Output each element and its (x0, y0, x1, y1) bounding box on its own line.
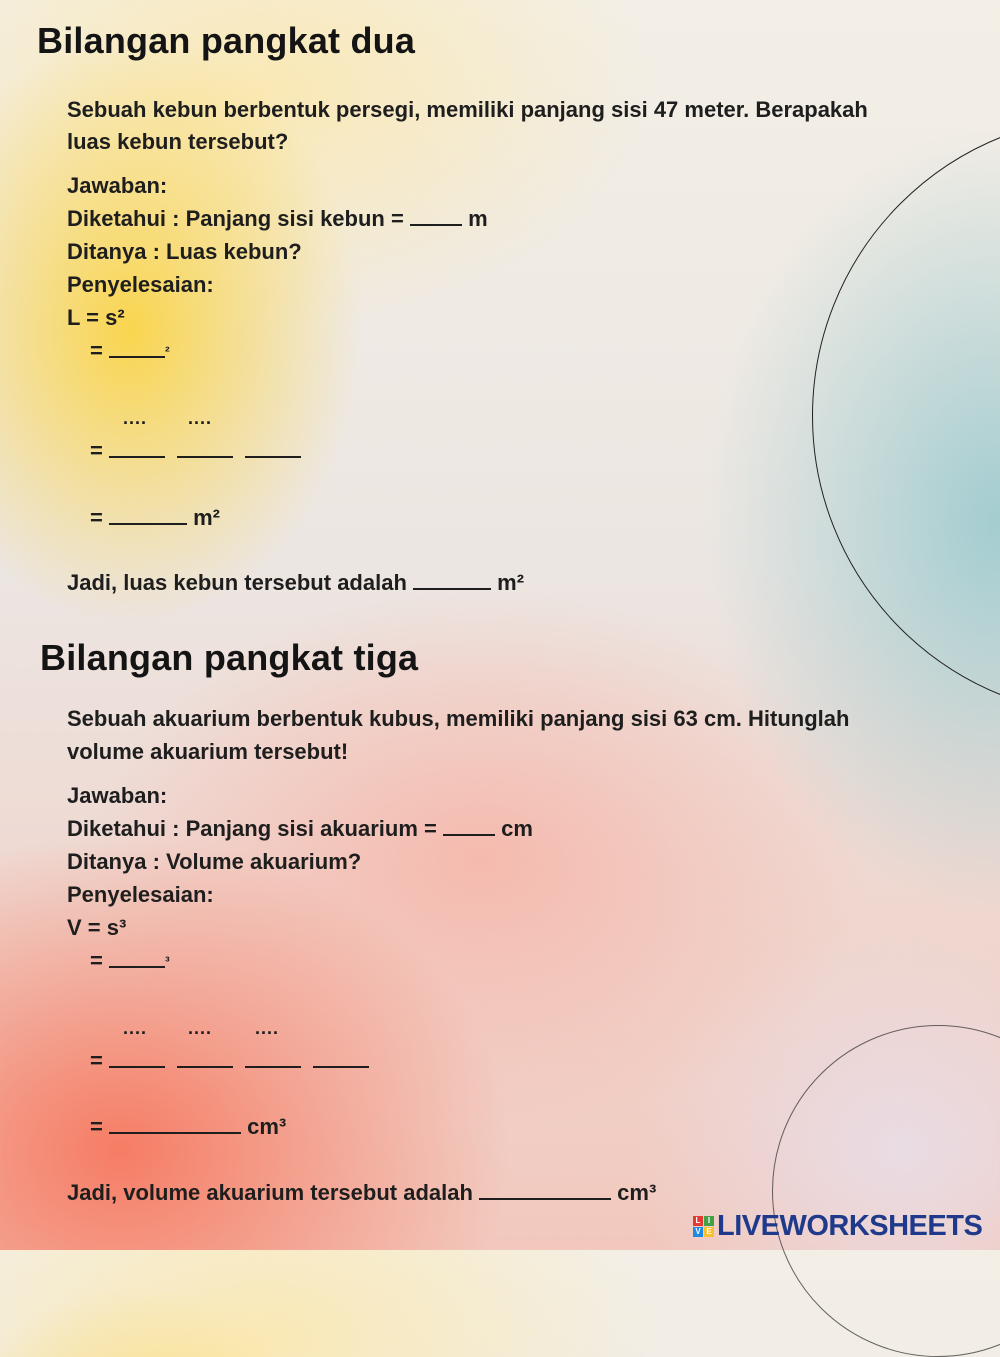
step3-line (90, 1112, 286, 1142)
question-square-line2: luas kebun tersebut? (67, 129, 289, 154)
factor-blank-2[interactable] (177, 1046, 233, 1068)
equals-sign: = (90, 338, 103, 363)
conclusion-line (67, 568, 524, 598)
conclusion-blank[interactable] (413, 568, 491, 590)
side-length-blank[interactable] (443, 814, 495, 836)
question-square-line1: Sebuah kebun berbentuk persegi, memiliki panjang sisi 47 meter. Berapakah (67, 97, 868, 122)
jawaban-label: Jawaban: (67, 173, 168, 198)
result-blank[interactable] (109, 1112, 241, 1134)
section-title-cube: Bilangan pangkat tiga (40, 637, 419, 678)
step3-line (90, 503, 220, 533)
diketahui-unit: m (468, 206, 488, 231)
jawaban-label: Jawaban: (67, 783, 168, 808)
factor-blank-1[interactable] (109, 436, 165, 458)
step2-line (90, 1046, 369, 1076)
formula-line: V = s³ (67, 915, 127, 940)
diketahui-line (67, 814, 533, 844)
side-length-blank[interactable] (410, 204, 462, 226)
factor-blank-3[interactable] (245, 436, 301, 458)
dots-2: .... (188, 408, 213, 428)
logo-mark-e: E (704, 1227, 714, 1237)
ditanya-line: Ditanya : Volume akuarium? (67, 849, 362, 874)
dots-1: .... (123, 408, 148, 428)
diketahui-label: Diketahui : Panjang sisi kebun = (67, 206, 404, 231)
result-unit: m² (193, 505, 220, 530)
decorative-circle-bottom (772, 1025, 1000, 1357)
equals-sign: = (90, 505, 103, 530)
factor-blank-4[interactable] (313, 1046, 369, 1068)
equals-sign: = (90, 1114, 103, 1139)
logo-mark-v: V (693, 1227, 703, 1237)
question-cube-line1: Sebuah akuarium berbentuk kubus, memiliki panjang sisi 63 cm. Hitunglah (67, 706, 850, 731)
diketahui-label: Diketahui : Panjang sisi akuarium = (67, 816, 437, 841)
liveworksheets-logo[interactable] (693, 1208, 982, 1244)
result-blank[interactable] (109, 503, 187, 525)
conclusion-unit: m² (497, 570, 525, 595)
section-title-square: Bilangan pangkat dua (37, 20, 416, 61)
equals-sign: = (90, 948, 103, 973)
decorative-circle-top (812, 115, 1000, 717)
penyelesaian-label: Penyelesaian: (67, 272, 214, 297)
equals-sign: = (90, 438, 103, 463)
dots-1: .... (123, 1018, 148, 1038)
dots-2: .... (188, 1018, 213, 1038)
factor-blank-3[interactable] (245, 1046, 301, 1068)
question-cube-line2: volume akuarium tersebut! (67, 739, 349, 764)
conclusion-line (67, 1178, 656, 1208)
penyelesaian-label: Penyelesaian: (67, 882, 214, 907)
cube-exponent: ³ (164, 953, 170, 969)
diketahui-line (67, 204, 488, 234)
factor-blank-2[interactable] (177, 436, 233, 458)
conclusion-text: Jadi, volume akuarium tersebut adalah (67, 1180, 473, 1205)
conclusion-blank[interactable] (479, 1178, 611, 1200)
step1-line (90, 946, 170, 976)
formula-line: L = s² (67, 305, 125, 330)
base-blank[interactable] (109, 336, 165, 358)
logo-mark-l: L (693, 1216, 703, 1226)
step2-line (90, 436, 301, 466)
conclusion-unit: cm³ (617, 1180, 657, 1205)
liveworksheets-logo-icon (693, 1216, 714, 1237)
equals-sign: = (90, 1048, 103, 1073)
result-unit: cm³ (247, 1114, 287, 1139)
logo-text: LIVEWORKSHEETS (717, 1209, 983, 1242)
dots-3: .... (255, 1018, 280, 1038)
factor-blank-1[interactable] (109, 1046, 165, 1068)
conclusion-text: Jadi, luas kebun tersebut adalah (67, 570, 407, 595)
step1-line (90, 336, 170, 366)
diketahui-unit: cm (501, 816, 533, 841)
ditanya-line: Ditanya : Luas kebun? (67, 239, 302, 264)
logo-mark-i: I (704, 1216, 714, 1226)
square-exponent: ² (164, 343, 170, 359)
base-blank[interactable] (109, 946, 165, 968)
